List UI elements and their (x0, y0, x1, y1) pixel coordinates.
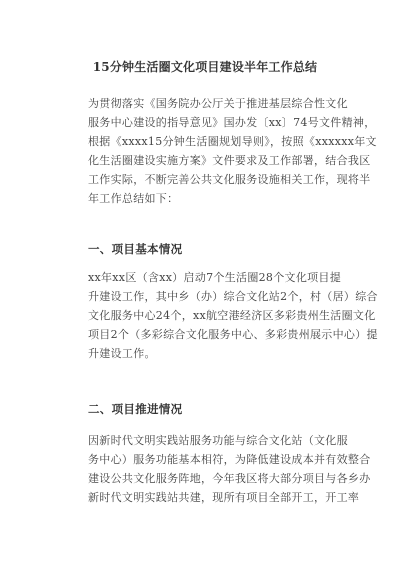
paragraph-line: 升建设工作，其中乡（办）综合文化站2个，村（居）综合 (88, 290, 378, 303)
section-heading-progress: 二、项目推进情况 (88, 402, 183, 416)
paragraph-line: 务中心）服务功能基本相符，为降低建设成本并有效整合 (88, 453, 371, 466)
paragraph-line: 年工作总结如下： (88, 192, 179, 205)
paragraph-line: 建设公共文化服务阵地，今年我区将大部分项目与各乡办 (88, 472, 371, 485)
paragraph-line: 根据《xxxx15分钟生活圈规划导则》，按照《xxxxxx年文 (88, 135, 377, 148)
basic-info-paragraph (88, 268, 378, 363)
paragraph-line: 化生活圈建设实施方案》文件要求及工作部署，结合我区 (88, 154, 371, 167)
paragraph-line: 升建设工作。 (88, 347, 156, 360)
paragraph-line: 项目2个（多彩综合文化服务中心、多彩贵州展示中心）提 (88, 328, 378, 341)
paragraph-line: 因新时代文明实践站服务功能与综合文化站（文化服 (88, 434, 348, 447)
paragraph-line: 新时代文明实践站共建，现所有项目全部开工，开工率 (88, 491, 360, 504)
paragraph-line: 为贯彻落实《国务院办公厅关于推进基层综合性文化 (88, 97, 348, 110)
paragraph-line: 工作实际，不断完善公共文化服务设施相关工作，现将半 (88, 173, 371, 186)
paragraph-line: 文化服务中心24个，xx航空港经济区多彩贵州生活圈文化 (88, 309, 376, 322)
intro-paragraph (88, 94, 377, 208)
progress-paragraph (88, 431, 371, 507)
paragraph-line: 服务中心建设的指导意见》国办发〔xx〕74号文件精神， (88, 116, 376, 129)
paragraph-line: xx年xx区（含xx）启动7个生活圈28个文化项目提 (88, 271, 342, 284)
document-title: 15分钟生活圈文化项目建设半年工作总结 (92, 60, 318, 74)
section-heading-basic-info: 一、项目基本情况 (88, 242, 183, 256)
